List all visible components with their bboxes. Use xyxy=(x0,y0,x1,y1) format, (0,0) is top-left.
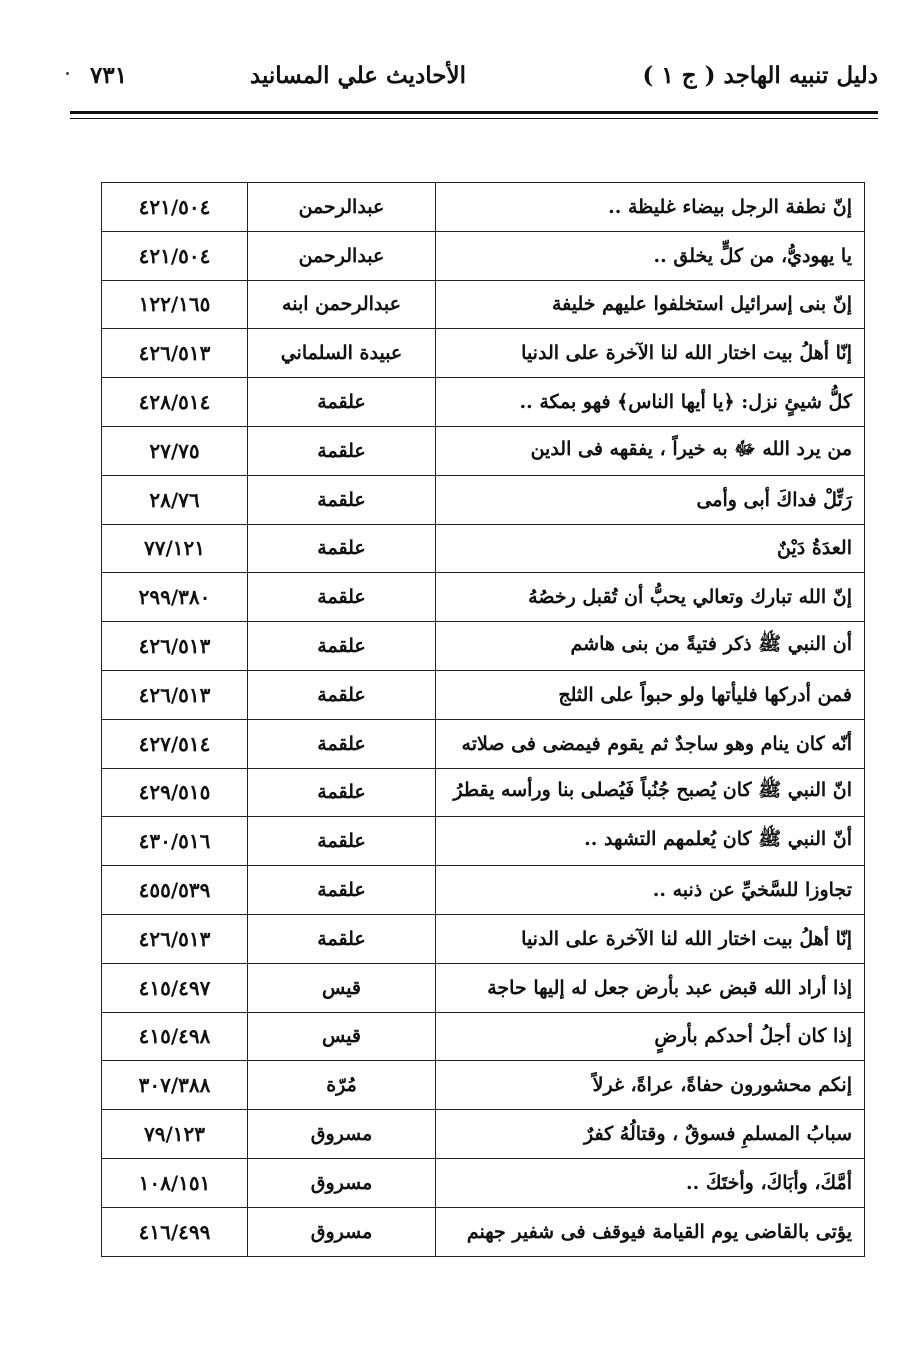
narrator-name: علقمة xyxy=(248,573,436,622)
reference-number: ٤١٥/٤٩٨ xyxy=(102,1012,248,1061)
hadith-text: إذا كان أجلُ أحدكم بأرضٍ xyxy=(436,1012,865,1061)
book-title: دليل تنبيه الهاجد ( ج ١ ) xyxy=(642,62,878,89)
reference-number: ٤٢٦/٥١٣ xyxy=(102,670,248,719)
reference-number: ٢٧/٧٥ xyxy=(102,426,248,475)
table-row xyxy=(102,768,865,817)
narrator-name: علقمة xyxy=(248,866,436,915)
header-rule-thin xyxy=(70,118,878,119)
hadith-text: إنّ نطفة الرجل بيضاء غليظة .. xyxy=(436,183,865,232)
narrator-name: علقمة xyxy=(248,378,436,427)
reference-number: ٤٢١/٥٠٤ xyxy=(102,183,248,232)
page-number: ٧٣١ xyxy=(90,62,128,89)
hadith-text: رَتِّلْ فداكَ أبى وأمى xyxy=(436,475,865,524)
hadith-text: سبابُ المسلمِ فسوقٌ ، وقتالُهُ كفرٌ xyxy=(436,1110,865,1159)
table-row xyxy=(102,719,865,768)
table-row xyxy=(102,426,865,475)
narrator-name: عبدالرحمن ابنه xyxy=(248,280,436,329)
narrator-name: علقمة xyxy=(248,670,436,719)
table-row xyxy=(102,1158,865,1207)
table-row xyxy=(102,378,865,427)
hadith-text: كلُّ شيئٍ نزل: ﴿يا أيها الناس﴾ فهو بمكة .. xyxy=(436,378,865,427)
reference-number: ٤١٥/٤٩٧ xyxy=(102,963,248,1012)
hadith-text: العدَةُ دَيْنٌ xyxy=(436,524,865,573)
reference-number: ٢٨/٧٦ xyxy=(102,475,248,524)
table-row xyxy=(102,573,865,622)
hadith-text: يا يهوديُّ، من كلٍّ يخلق .. xyxy=(436,231,865,280)
hadith-text: من يرد الله ﷻ به خيراً ، يفقهه فى الدين xyxy=(436,426,865,475)
hadith-text: إنّ الله تبارك وتعالي يحبُّ أن تُقبل رخصُهُ xyxy=(436,573,865,622)
table-row xyxy=(102,866,865,915)
table-row xyxy=(102,280,865,329)
reference-number: ٤٢٨/٥١٤ xyxy=(102,378,248,427)
table-row xyxy=(102,963,865,1012)
reference-number: ٤٢٧/٥١٤ xyxy=(102,719,248,768)
hadith-text: أنّ النبي ﷺ كان يُعلمهم التشهد .. xyxy=(436,817,865,866)
hadith-text: أن النبي ﷺ ذكر فتيةً من بنى هاشم xyxy=(436,622,865,671)
header-rule-thick xyxy=(70,111,878,114)
reference-number: ٢٩٩/٣٨٠ xyxy=(102,573,248,622)
narrator-name: علقمة xyxy=(248,622,436,671)
narrator-name: مسروق xyxy=(248,1207,436,1256)
table-row xyxy=(102,1110,865,1159)
narrator-name: علقمة xyxy=(248,914,436,963)
hadith-text: أنّه كان ينام وهو ساجدٌ ثم يقوم فيمضى فى صلاته xyxy=(436,719,865,768)
reference-number: ٤١٦/٤٩٩ xyxy=(102,1207,248,1256)
reference-number: ١٠٨/١٥١ xyxy=(102,1158,248,1207)
reference-number: ٤٢٦/٥١٣ xyxy=(102,329,248,378)
narrator-name: عبدالرحمن xyxy=(248,183,436,232)
hadith-text: إذا أراد الله قبض عبد بأرض جعل له إليها حاجة xyxy=(436,963,865,1012)
reference-number: ٤٢٦/٥١٣ xyxy=(102,914,248,963)
table-row xyxy=(102,817,865,866)
hadith-text: إنكم محشورون حفاةً، عراةً، غرلاً xyxy=(436,1061,865,1110)
reference-number: ٧٧/١٢١ xyxy=(102,524,248,573)
table-row xyxy=(102,183,865,232)
table-row xyxy=(102,1061,865,1110)
reference-number: ٣٠٧/٣٨٨ xyxy=(102,1061,248,1110)
narrator-name: مسروق xyxy=(248,1158,436,1207)
table-body xyxy=(102,183,865,1257)
narrator-name: علقمة xyxy=(248,719,436,768)
narrator-name: مسروق xyxy=(248,1110,436,1159)
section-title: الأحاديث علي المسانيد xyxy=(249,62,466,89)
hadith-text: إنّا أهلُ بيت اختار الله لنا الآخرة على الدنيا xyxy=(436,329,865,378)
narrator-name: علقمة xyxy=(248,817,436,866)
hadith-text: إنّا أهلُ بيت اختار الله لنا الآخرة على الدنيا xyxy=(436,914,865,963)
hadith-text: يؤتى بالقاضى يوم القيامة فيوقف فى شفير جهنم xyxy=(436,1207,865,1256)
table-row xyxy=(102,914,865,963)
reference-number: ٤٣٠/٥١٦ xyxy=(102,817,248,866)
hadith-text: فمن أدركها فليأتها ولو حبواً على الثلج xyxy=(436,670,865,719)
narrator-name: مُرّة xyxy=(248,1061,436,1110)
reference-number: ٧٩/١٢٣ xyxy=(102,1110,248,1159)
narrator-name: عبيدة السلماني xyxy=(248,329,436,378)
narrator-name: علقمة xyxy=(248,524,436,573)
reference-number: ٤٢١/٥٠٤ xyxy=(102,231,248,280)
table-row xyxy=(102,1207,865,1256)
reference-number: ٤٥٥/٥٣٩ xyxy=(102,866,248,915)
table-row xyxy=(102,231,865,280)
narrator-name: عبدالرحمن xyxy=(248,231,436,280)
table-row xyxy=(102,1012,865,1061)
page-header xyxy=(60,58,878,100)
hadith-text: أمَّكَ، وأبَاكَ، وأختَكَ .. xyxy=(436,1158,865,1207)
header-dot xyxy=(66,72,69,75)
hadith-text: انّ النبي ﷺ كان يُصبح جُنُباً فَيُصلى بنا ورأسه يقطرُ xyxy=(436,768,865,817)
table-row xyxy=(102,670,865,719)
hadith-index-table xyxy=(101,182,865,1257)
narrator-name: قيس xyxy=(248,1012,436,1061)
table-row xyxy=(102,475,865,524)
table-row xyxy=(102,524,865,573)
narrator-name: قيس xyxy=(248,963,436,1012)
reference-number: ٤٢٩/٥١٥ xyxy=(102,768,248,817)
table-row xyxy=(102,622,865,671)
narrator-name: علقمة xyxy=(248,768,436,817)
reference-number: ٤٢٦/٥١٣ xyxy=(102,622,248,671)
narrator-name: علقمة xyxy=(248,475,436,524)
narrator-name: علقمة xyxy=(248,426,436,475)
reference-number: ١٢٢/١٦٥ xyxy=(102,280,248,329)
hadith-text: تجاوزا للسَّخيِّ عن ذنبه .. xyxy=(436,866,865,915)
table-row xyxy=(102,329,865,378)
hadith-text: إنّ بنى إسرائيل استخلفوا عليهم خليفة xyxy=(436,280,865,329)
